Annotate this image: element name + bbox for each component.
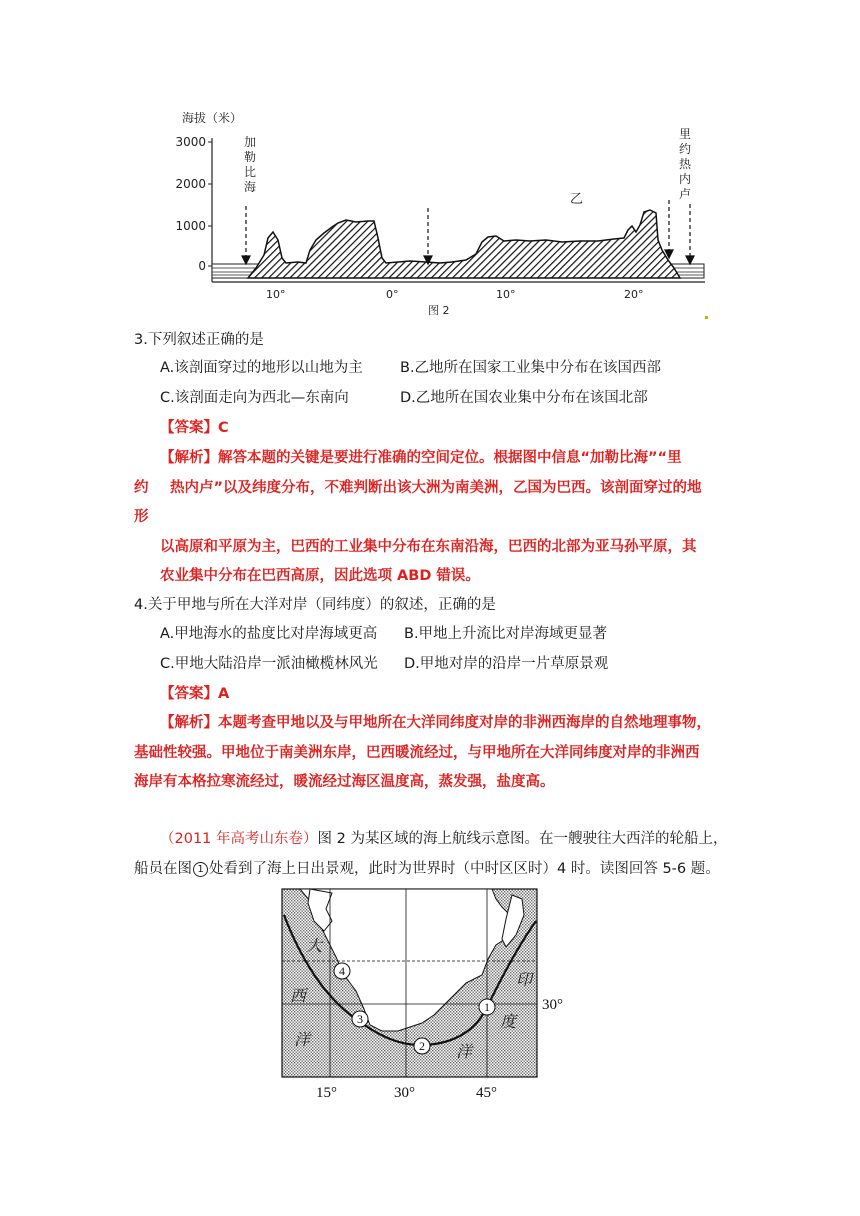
q3-option-d: D.乙地所在国农业集中分布在该国北部 [400, 390, 648, 406]
point-1: 1 [484, 1000, 490, 1014]
point-3: 3 [357, 1012, 363, 1026]
svg-text:勒: 勒 [244, 150, 257, 164]
x-ticks [266, 288, 644, 301]
q3-option-a: A.该剖面穿过的地形以山地为主 [160, 360, 363, 376]
svg-text:热: 热 [679, 157, 692, 171]
svg-text:海: 海 [244, 180, 257, 194]
lon-label-15: 15° [316, 1085, 337, 1101]
x-tick-20: 20° [624, 288, 644, 301]
circled-marker-1: 1 [193, 862, 208, 877]
q3-analysis-line-3: 热内卢”以及纬度分布，不难判断出该大洲为南美洲，乙国为巴西。该剖面穿过的地 [170, 480, 702, 496]
svg-text:加: 加 [244, 135, 257, 149]
q3-analysis-label: 【解析】 [160, 450, 218, 466]
svg-text:内: 内 [679, 172, 692, 186]
q3-answer-value: C [218, 420, 229, 436]
stray-dot [705, 316, 708, 319]
q3-analysis-line-5: 以高原和平原为主，巴西的工业集中分布在东南沿海，巴西的北部为亚马孙平原，其 [160, 539, 697, 555]
intro-source: （2011 年高考山东卷） [160, 831, 318, 847]
q3-option-c: C.该剖面走向为西北—东南向 [160, 390, 349, 406]
label-yi: 乙 [570, 192, 584, 207]
q3-stem: 3.下列叙述正确的是 [134, 332, 264, 348]
intro-line-2: 船员在图 1 处看到了海上日出景观，此时为世界时（中时区区时）4 时。读图回答 5-6 题。 [134, 861, 720, 877]
q4-analysis-label: 【解析】 [160, 715, 218, 731]
x-tick-10s: 10° [266, 288, 286, 301]
q4-answer [160, 684, 229, 704]
point-2: 2 [419, 1039, 425, 1053]
label-indian-2: 度 [500, 1014, 517, 1031]
q4-option-d: D.甲地对岸的沿岸一片草原景观 [404, 656, 609, 672]
y-tick-1000: 1000 [175, 219, 206, 233]
q4-option-b: B.甲地上升流比对岸海域更显著 [404, 626, 608, 642]
q4-answer-label: 【答案】 [160, 686, 218, 702]
label-rio-de-janeiro [679, 127, 692, 201]
x-tick-0: 0° [386, 288, 399, 301]
x-tick-10n: 10° [496, 288, 516, 301]
svg-text:约: 约 [679, 142, 692, 156]
q4-analysis-line-3: 海岸有本格拉寒流经过，暖流经过海区温度高，蒸发强，盐度高。 [134, 774, 555, 790]
sea-route-map [270, 885, 590, 1105]
y-ticks [175, 135, 212, 273]
q3-option-b: B.乙地所在国家工业集中分布在该国西部 [400, 360, 662, 376]
y-tick-3000: 3000 [175, 135, 206, 149]
q4-stem: 4.关于甲地与所在大洋对岸（同纬度）的叙述，正确的是 [134, 597, 496, 613]
y-axis-title: 海拔（米） [182, 111, 243, 125]
lon-label-45: 45° [476, 1085, 497, 1101]
lat-label-30: 30° [542, 997, 563, 1013]
chart-caption: 图 2 [428, 304, 450, 317]
label-atlantic-2: 西 [290, 988, 307, 1005]
intro-line-1: （2011 年高考山东卷）图 2 为某区域的海上航线示意图。在一艘驶往大西洋的轮船上， [160, 831, 728, 847]
q3-answer [160, 418, 229, 438]
label-indian-1: 印 [516, 972, 533, 989]
y-tick-2000: 2000 [175, 177, 206, 191]
q3-analysis-line-4: 形 [134, 509, 149, 525]
label-atlantic-1: 大 [306, 938, 323, 955]
svg-text:里: 里 [679, 127, 692, 141]
q3-analysis-line-6: 农业集中分布在巴西高原，因此选项 ABD 错误。 [160, 568, 480, 584]
svg-text:比: 比 [244, 165, 257, 179]
svg-text:卢: 卢 [679, 187, 692, 201]
label-indian-3: 洋 [456, 1044, 473, 1061]
point-4: 4 [339, 964, 345, 978]
label-atlantic-3: 洋 [294, 1032, 311, 1049]
q4-option-c: C.甲地大陆沿岸一派油橄榄林风光 [160, 656, 378, 672]
q4-analysis-line-1: 【解析】本题考查甲地以及与甲地所在大洋同纬度对岸的非洲西海岸的自然地理事物， [160, 715, 711, 731]
q4-answer-value: A [218, 686, 230, 702]
q3-analysis-line-2: 约 [134, 480, 149, 496]
elevation-profile-chart [170, 100, 715, 325]
label-caribbean-sea [244, 134, 256, 194]
q3-answer-label: 【答案】 [160, 420, 218, 436]
terrain-profile [248, 210, 680, 278]
q4-option-a: A.甲地海水的盐度比对岸海域更高 [160, 626, 378, 642]
lon-label-30: 30° [394, 1085, 415, 1101]
y-tick-0: 0 [198, 259, 206, 273]
q4-analysis-line-2: 基础性较强。甲地位于南美洲东岸，巴西暖流经过，与甲地所在大洋同纬度对岸的非洲西 [134, 745, 700, 761]
q3-analysis-line-1: 【解析】解答本题的关键是要进行准确的空间定位。根据图中信息“加勒比海”“里 [160, 450, 682, 466]
